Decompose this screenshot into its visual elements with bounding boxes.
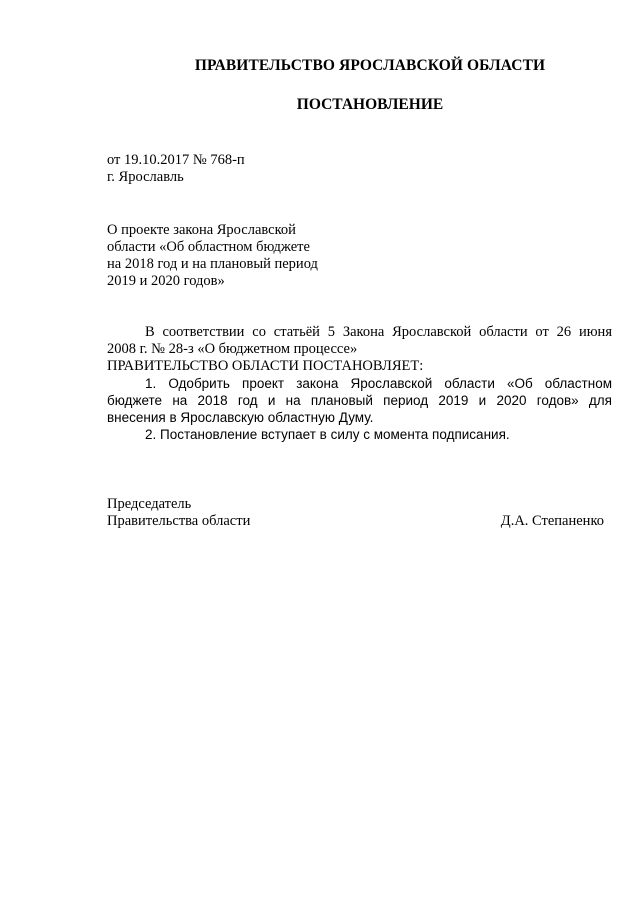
document-subject bbox=[107, 222, 367, 290]
preamble-line: В соответствии со статьёй 5 Закона Ярославской области от 26 июня bbox=[145, 324, 612, 340]
signatory-position-line: Правительства области bbox=[107, 513, 251, 529]
document-type: ПОСТАНОВЛЕНИЕ bbox=[296, 96, 444, 113]
preamble-line: 2008 г. № 28-з «О бюджетном процессе» bbox=[107, 341, 358, 357]
document-meta bbox=[107, 152, 407, 186]
subject-line: области «Об областном бюджете bbox=[107, 239, 310, 255]
item-line: 1. Одобрить проект закона Ярославской области «Об областном bbox=[145, 376, 612, 391]
preamble bbox=[107, 324, 612, 358]
signature-block bbox=[107, 496, 604, 530]
item-line: внесения в Ярославскую областную Думу. bbox=[107, 410, 374, 425]
city: г. Ярославль bbox=[107, 169, 184, 185]
signatory-name: Д.А. Степаненко bbox=[500, 513, 604, 529]
document-body bbox=[107, 324, 612, 443]
subject-line: на 2018 год и на плановый период bbox=[107, 256, 318, 272]
resolution-item-1 bbox=[107, 375, 612, 426]
government-title: ПРАВИТЕЛЬСТВО ЯРОСЛАВСКОЙ ОБЛАСТИ bbox=[194, 57, 546, 74]
resolves-heading: ПРАВИТЕЛЬСТВО ОБЛАСТИ ПОСТАНОВЛЯЕТ: bbox=[107, 358, 424, 374]
subject-line: 2019 и 2020 годов» bbox=[107, 273, 225, 289]
signatory-position-line: Председатель bbox=[107, 496, 192, 512]
subject-line: О проекте закона Ярославской bbox=[107, 222, 296, 238]
signature-row bbox=[107, 513, 604, 530]
date-and-number: от 19.10.2017 № 768-п bbox=[107, 152, 245, 168]
item-line: бюджете на 2018 год и на плановый период 2019 и 2020 годов» для bbox=[107, 393, 612, 408]
resolution-item-2: 2. Постановление вступает в силу с момента подписания. bbox=[145, 427, 510, 442]
